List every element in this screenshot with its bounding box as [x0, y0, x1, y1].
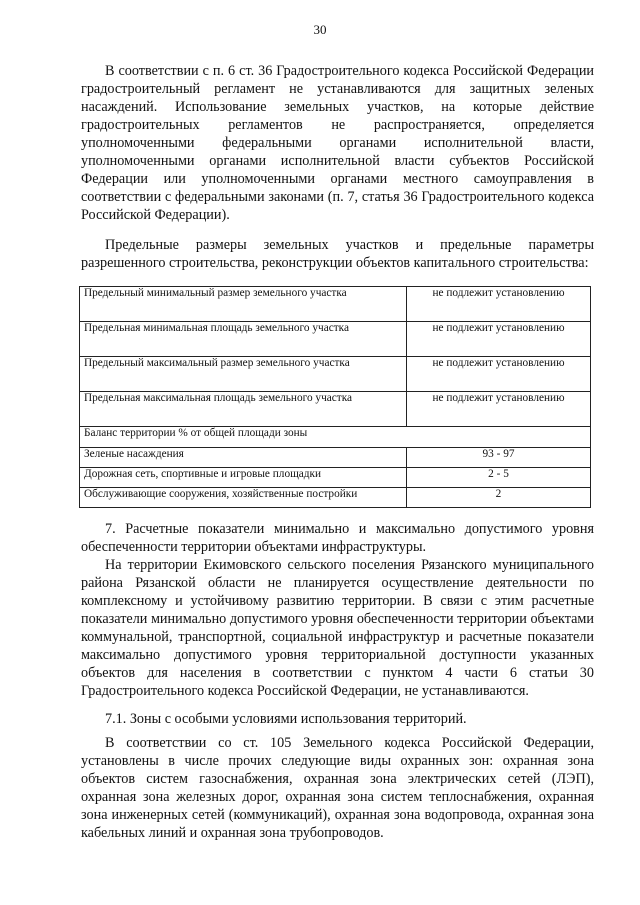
section71-heading: 7.1. Зоны с особыми условиями использования территорий.: [105, 711, 467, 727]
land-limits-table: [79, 286, 591, 508]
section-7: [81, 520, 594, 700]
section7-heading: 7. Расчетные показатели минимально и максимально допустимого уровня обеспеченности территории объектами инфраструктуры.: [81, 521, 594, 555]
paragraph1-text: В соответствии с п. 6 ст. 36 Градостроительного кодекса Российской Федерации градостроительный регламент не устанавливаются для защитных зеленых насаждений. Использование земельных участков, на которые действие градостроительных регламентов не распространяется, определяется уполномоченными федеральными органами исполнительной власти, уполномоченными органами исполнительной власти субъектов Российской Федерации или уполномоченными органами местного самоуправления в соответствии с федеральными законами (п. 7, статья 36 Градостроительного кодекса Российской Федерации).: [81, 63, 594, 223]
paragraph2-text: Предельные размеры земельных участков и предельные параметры разрешенного строительства, реконструкции объектов капитального строительства:: [81, 237, 594, 271]
table-cell-value: не подлежит установлению: [407, 392, 591, 427]
section7-text: На территории Екимовского сельского поселения Рязанского муниципального района Рязанской области не планируется осуществление деятельности по комплексному и устойчивому развитию территории. В связи с этим расчетные показатели минимально допустимого уровня обеспеченности территории объектами коммунальной, транспортной, социальной инфраструктур и расчетные показатели максимально допустимого уровня территориальной доступности указанных объектов для населения в соответствии с пунктом 4 части 6 статьи 30 Градостроительного кодекса Российской Федерации, не устанавливаются.: [81, 557, 594, 699]
section-7-1-heading: [81, 710, 594, 728]
table-cell-value: не подлежит установлению: [407, 287, 591, 322]
table-cell-label: Предельный минимальный размер земельного участка: [80, 287, 407, 322]
table-row: [80, 357, 591, 392]
table-cell-value: 2 - 5: [407, 468, 591, 488]
table-cell-label: Предельная максимальная площадь земельного участка: [80, 392, 407, 427]
table-row: [80, 468, 591, 488]
table-row: [80, 448, 591, 468]
table-row: [80, 488, 591, 508]
table-cell-label: Обслуживающие сооружения, хозяйственные постройки: [80, 488, 407, 508]
table-cell-value: не подлежит установлению: [407, 357, 591, 392]
table-row-balance-header: [80, 427, 591, 448]
table-cell-label: Предельный максимальный размер земельного участка: [80, 357, 407, 392]
section71-text: В соответствии со ст. 105 Земельного кодекса Российской Федерации, установлены в числе прочих следующие виды охранных зон: охранная зона объектов систем газоснабжения, охранная зона электрических сетей (ЛЭП), охранная зона железных дорог, охранная зона систем теплоснабжения, охранная зона инженерных сетей (коммуникаций), охранная зона водопровода, охранная зона кабельных линий и охранная зона трубопроводов.: [81, 735, 594, 841]
table-cell-value: 93 - 97: [407, 448, 591, 468]
section-7-1-text: [81, 734, 594, 842]
table-row: [80, 287, 591, 322]
table-cell-label: Предельная минимальная площадь земельного участка: [80, 322, 407, 357]
table-cell-label: Дорожная сеть, спортивные и игровые площадки: [80, 468, 407, 488]
table-cell-value: 2: [407, 488, 591, 508]
page-number: 30: [313, 22, 327, 37]
table-cell-value: не подлежит установлению: [407, 322, 591, 357]
paragraph-table-intro: [81, 236, 594, 272]
balance-header: Баланс территории % от общей площади зоны: [80, 427, 591, 448]
table-cell-label: Зеленые насаждения: [80, 448, 407, 468]
table-row: [80, 392, 591, 427]
paragraph-urban-regulations: [81, 62, 594, 224]
table-row: [80, 322, 591, 357]
